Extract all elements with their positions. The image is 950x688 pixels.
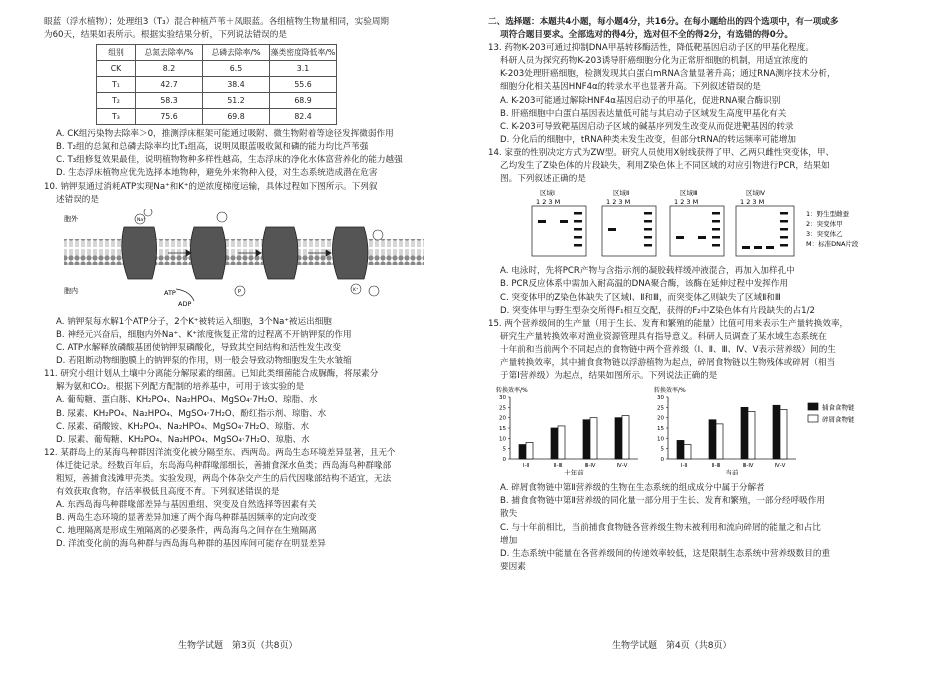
text-line: 乙均发生了Z染色体的片段缺失，利用Z染色体上不同区域的对应引物进行PCR，结果如 xyxy=(500,161,830,172)
axis-label: 转换效率/% xyxy=(496,387,528,395)
bar-detritus xyxy=(622,416,629,459)
text-line: 14. 家蚕的性别决定方式为ZW型。研究人员使用X射线获得了甲、乙两只雌性突变体，甲、 xyxy=(488,147,835,158)
option-d: D. 生态浮床植物应优先选择本地物种，避免外来物种入侵，对生态系统造成潜在危害 xyxy=(56,168,378,179)
text-line: 于第Ⅰ营养级）为起点，结果如图所示。下列说法正确的是 xyxy=(500,371,718,382)
option-c-cont: 增加 xyxy=(500,535,518,546)
marker-band xyxy=(780,236,788,239)
legend-swatch xyxy=(808,415,818,422)
bar-predation xyxy=(551,428,558,459)
legend-label: 碎屑食物链 xyxy=(822,415,855,424)
page-footer-right: 生物学试题 第4页（共8页） xyxy=(612,641,732,651)
gel-band xyxy=(560,220,568,223)
gel-band xyxy=(742,246,750,249)
conversion-efficiency-chart xyxy=(488,385,910,475)
legend-item: 3：突变体乙 xyxy=(806,230,843,239)
na-label: Na⁺ xyxy=(137,217,146,223)
gel-band xyxy=(676,236,684,239)
p-label: P xyxy=(238,288,242,295)
text-line: 述错误的是 xyxy=(56,194,99,205)
table-cell: 3.1 xyxy=(270,61,337,77)
y-tick-label: 5 xyxy=(502,446,506,453)
gel-band xyxy=(538,220,546,223)
marker-band xyxy=(712,236,720,239)
option-a: A. CK组污染物去除率＞0，推测浮床框架可能通过吸附、微生物附着等途径发挥微弱作用 xyxy=(56,129,394,140)
y-tick-label: 10 xyxy=(499,436,506,443)
na-ion xyxy=(217,212,227,222)
page-4 xyxy=(488,16,910,634)
option-d: D. 分化后的细胞中，tRNA种类未发生改变，但部分tRNA的转运频率可能增加 xyxy=(500,134,797,145)
text-line: 10. 钠钾泵通过消耗ATP实现Na⁺和K⁺的逆浓度梯度运输，具体过程如下图所示。下列叙 xyxy=(44,181,378,192)
option-d: D. 洋流变化前的海鸟种群与西岛海鸟种群的基因库间可能存在明显差异 xyxy=(56,539,326,550)
region-label: 区域Ⅱ xyxy=(613,189,630,198)
legend-item: 2：突变体甲 xyxy=(806,220,843,229)
region-label: 区域Ⅲ xyxy=(680,189,698,198)
region-label: 区域Ⅳ xyxy=(746,189,765,198)
table-cell: CK xyxy=(97,61,136,77)
section-title: 二、选择题：本题共4小题，每小题4分，共16分。在每小题给出的四个选项中，有一项或多 xyxy=(488,17,839,27)
results-table xyxy=(96,44,337,125)
table-cell: 8.2 xyxy=(136,61,203,77)
lane-label: 1 2 3 M xyxy=(674,198,699,207)
bar-predation xyxy=(519,445,526,459)
option-d-cont: 要因素 xyxy=(500,561,526,572)
option-c: C. 地理隔离是形成生殖隔离的必要条件，两岛海鸟之间存在生殖隔离 xyxy=(56,526,317,537)
q10-options xyxy=(44,316,458,368)
inside-label: 胞内 xyxy=(64,286,78,295)
table-header: 总磷去除率/% xyxy=(203,45,270,61)
chart-title: 当前 xyxy=(725,469,739,476)
gel-band xyxy=(698,236,706,239)
option-d: D. 若阻断动物细胞膜上的钠钾泵的作用，则一般会导致动物细胞发生失水皱缩 xyxy=(56,356,352,367)
outside-label: 胞外 xyxy=(64,214,78,223)
text-line: 12. 某群岛上的某海鸟种群因洋流变化被分隔至东、西两岛。两岛生态环境差异显著，且无个 xyxy=(44,447,396,458)
table-cell: 42.7 xyxy=(136,77,203,93)
q10-stem xyxy=(44,181,458,207)
x-tick-label: Ⅰ-Ⅱ xyxy=(522,463,530,470)
marker-band xyxy=(712,212,720,215)
marker-band xyxy=(574,228,582,231)
text-line: K-203处理肝癌细胞，检测发现其白蛋白mRNA含量显著升高；通过RNA测序技术分析， xyxy=(500,69,836,80)
text-line: 细胞分化相关基因HNF4α的转录水平也显著升高。下列叙述错误的是 xyxy=(500,82,761,93)
option-a: A. 电泳时，先将PCR产物与含指示剂的凝胶载样缓冲液混合，再加入加样孔中 xyxy=(500,266,795,277)
q11-stem xyxy=(44,368,458,394)
k-label: K⁺ xyxy=(353,287,359,293)
option-b: B. 两岛生态环境的显著差异加速了两个海鸟种群基因频率的定向改变 xyxy=(56,513,317,524)
lipid-bilayer xyxy=(64,239,424,265)
axis-label: 转换效率/% xyxy=(654,387,686,395)
table-cell: 51.2 xyxy=(203,93,270,109)
bar-predation xyxy=(773,405,780,459)
table-header: 总氮去除率/% xyxy=(136,45,203,61)
gel-electrophoresis-figure xyxy=(488,188,910,258)
option-b: B. 肝癌细胞中白蛋白基因表达量低可能与其启动子区域发生高度甲基化有关 xyxy=(500,108,787,119)
gel-band xyxy=(608,228,616,231)
gel-band xyxy=(754,246,762,249)
x-tick-label: Ⅳ-Ⅴ xyxy=(616,463,628,470)
marker-band xyxy=(644,236,652,239)
table-row xyxy=(97,93,337,109)
marker-band xyxy=(780,220,788,223)
option-c: C. 与十年前相比，当前捕食食物链各营养级生物未被利用和流向碎屑的能量之和占比 xyxy=(500,522,821,533)
pump-protein-3 xyxy=(262,227,298,279)
q9-intro xyxy=(44,16,458,42)
option-d: D. 突变体甲与野生型杂交所得F₁相互交配，获得的F₂中Z染色体有片段缺失的占1/2 xyxy=(500,305,815,316)
option-c: C. 尿素、硝酸铵、KH₂PO₄、Na₂HPO₄、MgSO₄·7H₂O、琼脂、水 xyxy=(56,421,310,432)
marker-band xyxy=(712,228,720,231)
k-ion xyxy=(369,286,379,296)
bar-detritus xyxy=(526,443,533,460)
option-c: C. K-203可导致靶基因启动子区域的碱基序列发生改变从而促进靶基因的转录 xyxy=(500,121,794,132)
x-tick-label: Ⅱ-Ⅲ xyxy=(711,463,721,470)
option-c: C. ATP水解释放磷酸基团使钠钾泵磷酸化，导致其空间结构和活性发生改变 xyxy=(56,343,341,354)
bar-detritus xyxy=(558,426,565,459)
page-3 xyxy=(44,16,458,634)
pump-protein-4 xyxy=(332,227,368,279)
pump-protein-1 xyxy=(122,227,157,279)
pump-protein-2 xyxy=(190,227,226,279)
x-tick-label: Ⅱ-Ⅲ xyxy=(553,463,563,470)
text-line: 眼蓝（浮水植物）；处理组3（T₃）混合种植芦苇＋凤眼蓝。各组植物生物量相同，实验周期 xyxy=(44,17,390,27)
option-a: A. 碎屑食物链中第Ⅱ营养级的生物在生态系统的组成成分中属于分解者 xyxy=(500,483,765,494)
y-tick-label: 0 xyxy=(660,457,664,464)
bar-detritus xyxy=(590,418,597,459)
table-cell: T₂ xyxy=(97,93,136,109)
q14-options xyxy=(488,265,910,317)
option-b: B. T₂组的总氮和总磷去除率均比T₁组高，说明凤眼蓝吸收氮和磷的能力均比芦苇强 xyxy=(56,142,369,153)
option-c: C. 突变体甲的Z染色体缺失了区域Ⅰ、Ⅱ和Ⅲ，而突变体乙则缺失了区域Ⅱ和Ⅲ xyxy=(500,292,781,303)
y-tick-label: 25 xyxy=(499,405,506,412)
bar-detritus xyxy=(780,410,787,460)
y-tick-label: 10 xyxy=(657,436,664,443)
legend-item: M：标准DNA片段 xyxy=(806,240,859,249)
option-b: B. PCR反应体系中需加入耐高温的DNA聚合酶，该酶在延伸过程中发挥作用 xyxy=(500,279,789,290)
table-cell: 58.3 xyxy=(136,93,203,109)
y-tick-label: 20 xyxy=(499,415,506,422)
y-tick-label: 15 xyxy=(499,426,506,433)
k-ion xyxy=(373,230,383,240)
marker-band xyxy=(780,244,788,247)
bar-detritus xyxy=(684,445,691,459)
text-line: 13. 药物K-203可通过抑制DNA甲基转移酶活性，降低靶基因启动子区的甲基化程度。 xyxy=(488,43,814,54)
legend-item: 1：野生型雌蚕 xyxy=(806,210,850,219)
text-line: 体迁徙记录。经数百年后，东岛海鸟种群喙部细长，善捕食深水鱼类；西岛海鸟种群喙部 xyxy=(56,460,392,471)
marker-band xyxy=(574,212,582,215)
bar-detritus xyxy=(748,412,755,460)
marker-band xyxy=(712,220,720,223)
bar-detritus xyxy=(716,424,723,459)
option-c: C. T₃组修复效果最佳，说明植物物种多样性越高，生态浮床的净化水体富营养化的能力越强 xyxy=(56,155,403,166)
option-b: B. 尿素、KH₂PO₄、Na₂HPO₄、MgSO₄·7H₂O、酚红指示剂、琼脂、水 xyxy=(56,408,327,419)
y-tick-label: 30 xyxy=(657,395,664,402)
table-cell: 68.9 xyxy=(270,93,337,109)
x-tick-label: Ⅲ-Ⅳ xyxy=(584,463,596,470)
region-label: 区域Ⅰ xyxy=(540,189,555,198)
table-header: 组别 xyxy=(97,45,136,61)
option-d: D. 尿素、葡萄糖、KH₂PO₄、Na₂HPO₄、MgSO₄·7H₂O、琼脂、水 xyxy=(56,434,310,445)
text-line: 科研人员为探究药物K-203诱导肝癌细胞分化为正常肝细胞的机制，用适宜浓度的 xyxy=(500,56,808,67)
text-line: 粗短，善捕食浅滩甲壳类。实验发现，两岛个体杂交产生的后代因喙部结构不适宜，无法 xyxy=(56,473,392,484)
q12-stem xyxy=(44,447,458,499)
table-cell: 38.4 xyxy=(203,77,270,93)
table-header: 藻类密度降低率/% xyxy=(270,45,337,61)
page-footer-left: 生物学试题 第3页（共8页） xyxy=(178,641,298,651)
x-tick-label: Ⅲ-Ⅳ xyxy=(742,463,754,470)
y-tick-label: 25 xyxy=(657,405,664,412)
option-a: A. K-203可能通过解除HNF4α基因启动子的甲基化，促进RNA聚合酶识别 xyxy=(500,95,781,106)
table-cell: 6.5 xyxy=(203,61,270,77)
q13-stem xyxy=(488,42,910,94)
y-tick-label: 30 xyxy=(499,395,506,402)
y-tick-label: 20 xyxy=(657,415,664,422)
q15-options xyxy=(488,482,910,574)
table-header-row xyxy=(97,45,337,61)
bar-predation xyxy=(677,441,684,460)
y-tick-label: 5 xyxy=(660,446,664,453)
bar-predation xyxy=(615,418,622,459)
q9-options xyxy=(44,128,458,180)
table-cell: 75.6 xyxy=(136,109,203,125)
text-line: 十年前和当前两个不同起点的食物链中两个营养级（Ⅰ、Ⅱ、Ⅲ、Ⅳ、Ⅴ表示营养级）间的生 xyxy=(500,344,836,355)
y-tick-label: 0 xyxy=(502,457,506,464)
q11-options xyxy=(44,394,458,446)
text-line: 解为氨和CO₂。根据下列配方配制的培养基中，可用于该实验的是 xyxy=(56,382,305,393)
na-ion xyxy=(144,209,152,216)
marker-band xyxy=(574,236,582,239)
sodium-potassium-pump-figure xyxy=(44,209,458,309)
marker-band xyxy=(574,244,582,247)
option-a: A. 钠钾泵每水解1个ATP分子，2个K⁺被转运入细胞，3个Na⁺被运出细胞 xyxy=(56,316,332,327)
text-line: 产量转换效率，其中捕食食物链以浮游植物为起点，碎屑食物链以生物残体或碎屑（相当 xyxy=(500,357,836,368)
table-cell: 82.4 xyxy=(270,109,337,125)
marker-band xyxy=(644,244,652,247)
marker-band xyxy=(644,212,652,215)
table-cell: 55.6 xyxy=(270,77,337,93)
adp-label: ADP xyxy=(178,299,192,308)
table-row xyxy=(97,61,337,77)
option-d: D. 生态系统中能量在各营养级间的传递效率较低，这是限制生态系统中营养级数目的重 xyxy=(500,548,831,559)
text-line: 15. 两个营养级间的生产量（用于生长、发育和繁殖的能量）比值可用来表示生产量转换效率， xyxy=(488,318,849,329)
marker-band xyxy=(780,228,788,231)
marker-band xyxy=(780,212,788,215)
table-row xyxy=(97,77,337,93)
chart-title: 十年前 xyxy=(564,469,584,476)
lane-label: 1 2 3 M xyxy=(536,198,561,207)
option-a: A. 葡萄糖、蛋白胨、KH₂PO₄、Na₂HPO₄、MgSO₄·7H₂O、琼脂、水 xyxy=(56,395,318,406)
table-row xyxy=(97,109,337,125)
option-b: B. 神经元兴奋后，细胞内外Na⁺、K⁺浓度恢复正常的过程离不开钠钾泵的作用 xyxy=(56,329,352,340)
marker-band xyxy=(644,228,652,231)
section-title: 项符合题目要求。全部选对的得4分，选对但不全的得2分，有选错的得0分。 xyxy=(500,30,793,41)
option-a: A. 东西岛海鸟种群喙部差异与基因重组、突变及自然选择等因素有关 xyxy=(56,500,317,511)
text-line: 11. 研究小组计划从土壤中分离能分解尿素的细菌。已知此类细菌能合成脲酶，将尿素分 xyxy=(44,369,379,380)
table-cell: 69.8 xyxy=(203,109,270,125)
lane-label: 1 2 3 M xyxy=(606,198,631,207)
q12-options xyxy=(44,499,458,551)
bar-predation xyxy=(709,420,716,459)
text-line: 图。下列叙述正确的是 xyxy=(500,174,586,185)
text-line: 研究生产量转换效率对渔业资源管理具有指导意义。科研人员调查了某水域生态系统在 xyxy=(500,331,827,342)
lane-label: 1 2 3 M xyxy=(740,198,765,207)
table-cell: T₃ xyxy=(97,109,136,125)
text-line: 有效获取食物，存活率极低且高度不育。下列叙述错误的是 xyxy=(56,487,280,498)
table-cell: T₁ xyxy=(97,77,136,93)
bar-predation xyxy=(741,407,748,459)
bar-predation xyxy=(583,420,590,459)
option-b: B. 捕食食物链中第Ⅱ营养级的同化量一部分用于生长、发育和繁殖，一部分经呼吸作用 xyxy=(500,496,825,507)
marker-band xyxy=(644,220,652,223)
q14-stem xyxy=(488,147,910,186)
atp-label: ATP xyxy=(164,288,176,297)
text-line: 为60天，结果如表所示。根据实验结果分析，下列说法错误的是 xyxy=(44,30,287,41)
x-tick-label: Ⅰ-Ⅱ xyxy=(680,463,688,470)
legend-swatch xyxy=(808,403,818,410)
x-tick-label: Ⅳ-Ⅴ xyxy=(774,463,786,470)
option-b-cont: 散失 xyxy=(500,509,518,520)
q15-stem xyxy=(488,318,910,383)
section-header xyxy=(488,16,910,42)
marker-band xyxy=(574,220,582,223)
q13-options xyxy=(488,95,910,147)
legend-label: 捕食食物链 xyxy=(822,403,855,412)
gel-band xyxy=(766,246,774,249)
marker-band xyxy=(712,244,720,247)
y-tick-label: 15 xyxy=(657,426,664,433)
